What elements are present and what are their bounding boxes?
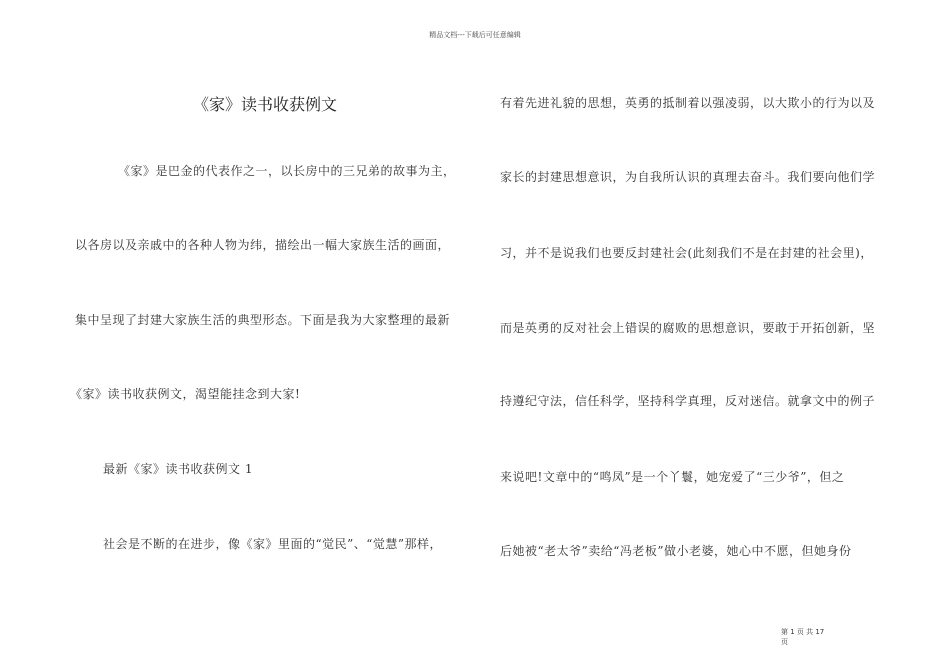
text-line: 有着先进礼貌的思想，英勇的抵制着以强凌弱，以大欺小的行为以及 [500, 96, 876, 110]
text-line: 来说吧!文章中的“鸣凤”是一个丫鬟，她宠爱了“三少爷”，但之 [500, 470, 845, 484]
text-line: 习，并不是说我们也要反封建社会(此刻我们不是在封建的社会里)， [500, 246, 873, 260]
section-heading: 最新《家》读书收获例文 1 [103, 462, 253, 476]
text-line: 以各房以及亲戚中的各种人物为纬，描绘出一幅大家族生活的画面， [75, 238, 451, 252]
text-line: 社会是不断的在进步，像《家》里面的“觉民”、“觉慧”那样， [103, 537, 443, 551]
text-line: 家长的封建思想意识，为自我所认识的真理去奋斗。我们要向他们学 [500, 170, 876, 184]
page-number-line: 页 [781, 638, 788, 646]
page-number [781, 627, 851, 647]
header-note: 精品文档---下载后可任意编辑 [429, 31, 521, 39]
page-number-line: 第 1 页 共 17 [781, 628, 825, 636]
text-line: 《家》读书收获例文，渴望能挂念到大家! [70, 387, 301, 401]
text-line: 后她被“老太爷”卖给“冯老板”做小老婆，她心中不愿，但她身份 [500, 544, 852, 558]
text-line: 集中呈现了封建大家族生活的典型形态。下面是我为大家整理的最新 [75, 313, 451, 327]
document-title: 《家》读书收获例文 [192, 95, 337, 114]
text-line: 持遵纪守法，信任科学，坚持科学真理，反对迷信。就拿文中的例子 [500, 394, 876, 408]
text-line: 《家》是巴金的代表作之一，以长房中的三兄弟的故事为主， [118, 164, 456, 178]
text-line: 而是英勇的反对社会上错误的腐败的思想意识，要敢于开拓创新，坚 [500, 321, 876, 335]
